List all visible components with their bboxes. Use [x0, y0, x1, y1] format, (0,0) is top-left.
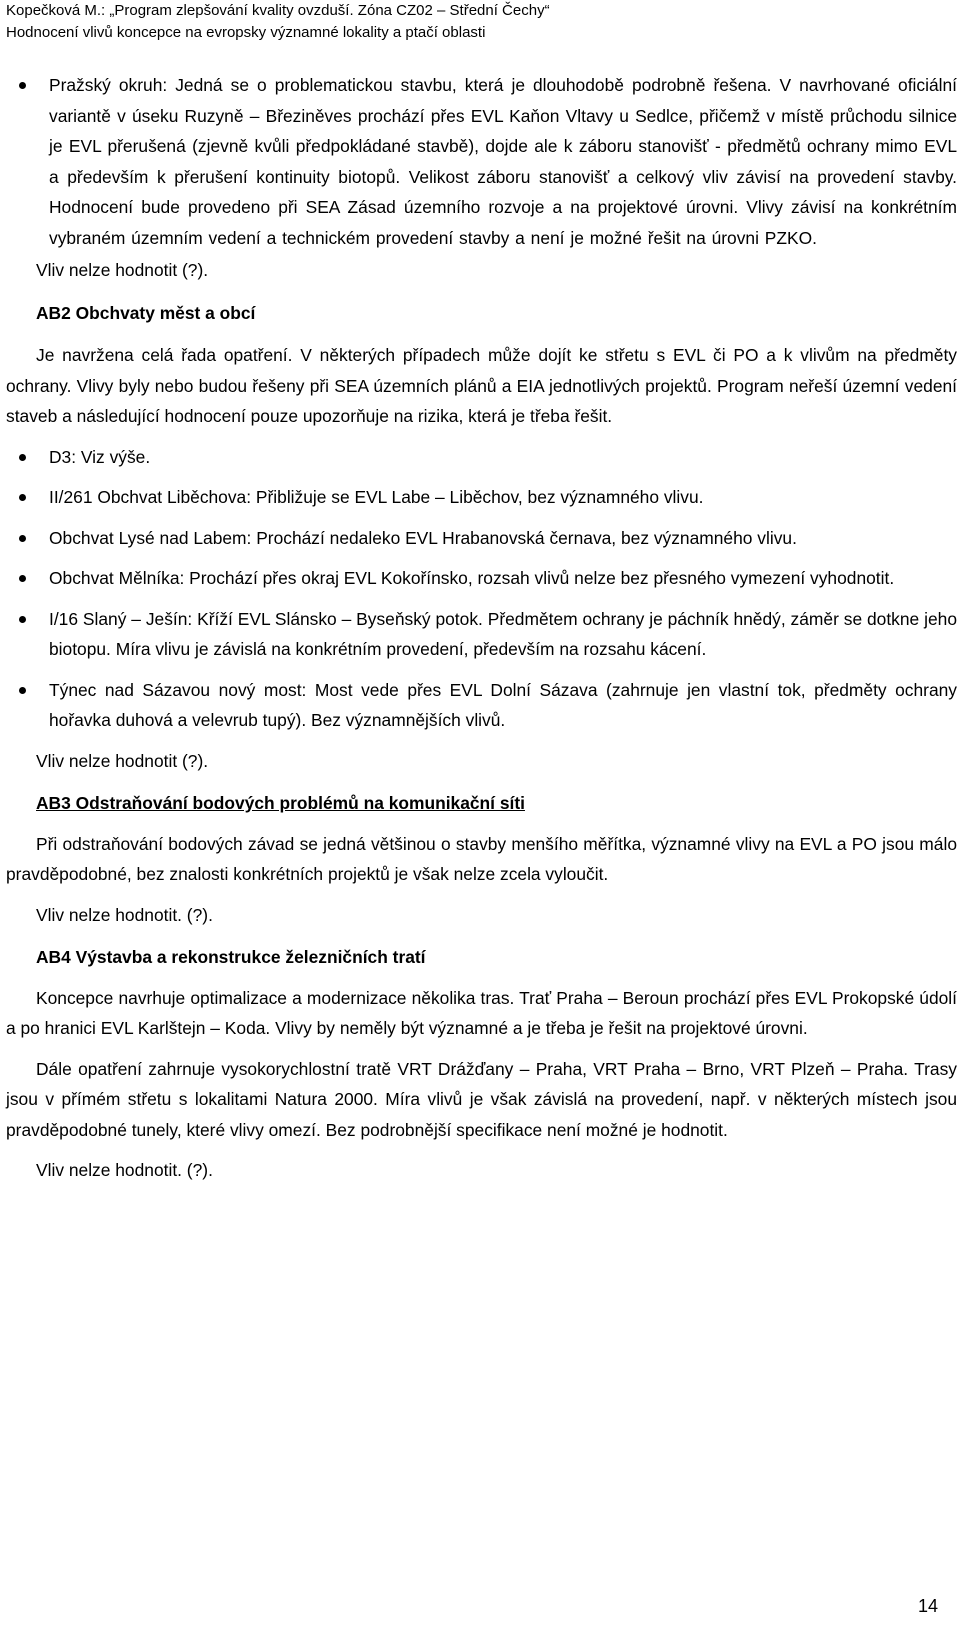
ab2-item — [36, 563, 957, 594]
ab2-intro-text: Je navržena celá řada opatření. V některých případech může dojít ke střetu s EVL či PO a k vlivům na předměty ochrany. Vlivy byly nebo budou řešeny při SEA územních plánů a EIA jednotlivých projektů. Program neřeší územní vedení staveb a následující hodnocení pouze upozorňuje na rizika, která je třeba řešit. — [6, 345, 957, 426]
ab2-verdict: Vliv nelze hodnotit (?). — [36, 750, 209, 771]
ab4-text-1-body: Koncepce navrhuje optimalizace a modernizace několika tras. Trať Praha – Beroun prochází přes EVL Prokopské údolí a po hranici EVL Karlštejn – Koda. Vlivy by neměly být významné a je třeba je řešit na projektové úrovni. — [6, 987, 957, 1038]
ab4-verdict: Vliv nelze hodnotit. (?). — [36, 1160, 213, 1180]
ab2-intro — [6, 340, 957, 432]
bullet-dot-icon — [19, 494, 26, 501]
ab2-item-text: Obchvat Lysé nad Labem: Prochází nedaleko EVL Hrabanovská černava, bez významného vlivu. — [49, 527, 797, 548]
ab2-item — [36, 604, 957, 665]
ab4-text-2 — [6, 1054, 957, 1146]
page-number: 14 — [917, 1596, 938, 1616]
document-body — [6, 70, 957, 1186]
bullet-dot-icon — [19, 575, 26, 582]
ab4-text-1 — [6, 983, 957, 1044]
bullet-text: Pražský okruh: Jedná se o problematickou stavbu, která je dlouhodobě podrobně řešena. V navrhované oficiální variantě v úseku Ruzyně – Březiněves prochází přes EVL Kaňon Vltavy u Sedlce, přičemž v místě průchodu silnice je EVL přerušená (zjevně kvůli předpokládané stavbě), dojde ale k záboru stanovišť - předmětů ochrany mimo EVL a především k přerušení kontinuity biotopů. Velikost záboru stanovišť a celkový vliv závisí na provedení stavby. Hodnocení bude provedeno při SEA Zásad územního rozvoje a na projektové úrovni. Vlivy závisí na konkrétním vybraném územním vedení a technickém provedení stavby a není je možné řešit na úrovni PZKO. — [49, 75, 957, 248]
ab2-item-text: I/16 Slaný – Ješín: Kříží EVL Slánsko – Byseňský potok. Předmětem ochrany je páchník hnědý, záměr se dotkne jeho biotopu. Míra vlivu je závislá na konkrétním provedení, především na rozsahu kácení. — [49, 608, 957, 659]
section-title-ab4: AB4 Výstavba a rekonstrukce železničních tratí — [36, 947, 426, 967]
bullet-prazsky-okruh — [36, 70, 957, 253]
bullet-dot-icon — [19, 687, 26, 694]
header-line-2: Hodnocení vlivů koncepce na evropsky významné lokality a ptačí oblasti — [6, 24, 486, 41]
ab3-verdict: Vliv nelze hodnotit. (?). — [36, 904, 213, 925]
ab2-item-text: Týnec nad Sázavou nový most: Most vede přes EVL Dolní Sázava (zahrnuje jen vlastní tok, předměty ochrany hořavka duhová a velevrub tupý). Bez významnějších vlivů. — [49, 679, 957, 730]
bullet-dot-icon — [19, 616, 26, 623]
ab2-item-text: Obchvat Mělníka: Prochází přes okraj EVL Kokořínsko, rozsah vlivů nelze bez přesného vymezení vyhodnotit. — [49, 568, 895, 588]
ab2-item-text: II/261 Obchvat Liběchova: Přibližuje se EVL Labe – Liběchov, bez významného vlivu. — [49, 487, 704, 507]
bullet-dot-icon — [19, 535, 26, 542]
verdict-1: Vliv nelze hodnotit (?). — [36, 260, 209, 280]
section-title-ab2: AB2 Obchvaty měst a obcí — [36, 302, 256, 323]
ab2-item — [36, 523, 957, 554]
ab2-item — [36, 482, 957, 513]
section-title-ab3: AB3 Odstraňování bodových problémů na komunikační síti — [36, 793, 525, 813]
ab4-text-2-body: Dále opatření zahrnuje vysokorychlostní tratě VRT Drážďany – Praha, VRT Praha – Brno, VRT Plzeň – Praha. Trasy jsou v přímém střetu s lokalitami Natura 2000. Míra vlivů je však závislá na provedení, např. v některých místech jsou pravděpodobné tunely, které vlivy omezí. Bez podrobnější specifikace není možné je hodnotit. — [6, 1058, 957, 1140]
bullet-dot-icon — [19, 454, 26, 461]
ab2-item — [36, 675, 957, 736]
ab3-text — [6, 829, 957, 890]
page-header — [6, 0, 946, 44]
ab2-item — [36, 442, 957, 473]
ab2-item-text: D3: Viz výše. — [49, 446, 151, 467]
ab3-text-body: Při odstraňování bodových závad se jedná většinou o stavby menšího měřítka, významné vlivy na EVL a PO jsou málo pravděpodobné, bez znalosti konkrétních projektů je však nelze zcela vyloučit. — [6, 833, 957, 884]
bullet-dot-icon — [19, 82, 26, 89]
header-line-1: Kopečková M.: „Program zlepšování kvality ovzduší. Zóna CZ02 – Střední Čechy“ — [6, 2, 550, 19]
